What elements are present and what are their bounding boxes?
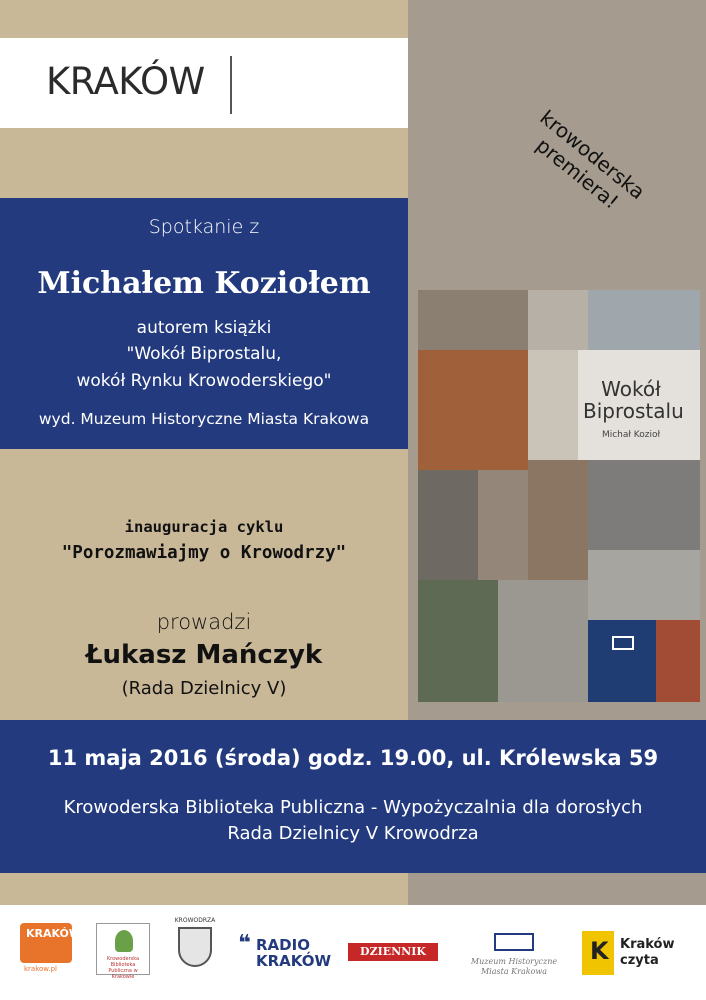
book-title-line1: "Wokół Biprostalu, <box>126 344 282 364</box>
event-datetime: 11 maja 2016 (środa) godz. 19.00, ul. Królewska 59 <box>47 746 659 770</box>
host-name: Łukasz Mańczyk <box>85 640 323 670</box>
cover-photo-tile <box>418 290 528 350</box>
event-panel <box>0 720 706 873</box>
cover-photo-tile <box>656 620 700 702</box>
host-organization: (Rada Dzielnicy V) <box>121 678 287 699</box>
krowodrza-crest-logo <box>172 917 218 977</box>
cover-photo-tile <box>528 290 588 350</box>
premiere-tag: krowoderska premiera! <box>531 105 650 214</box>
author-role: autorem książki <box>136 318 272 338</box>
venue-line1: Krowoderska Biblioteka Publiczna - Wypożyczalnia dla dorosłych <box>63 797 643 818</box>
k-letter-icon: K <box>582 931 614 975</box>
meeting-label: Spotkanie z <box>148 216 260 238</box>
cover-title: Wokół Biprostalu <box>583 377 684 423</box>
logo-divider <box>230 56 232 114</box>
book-title-line2: wokół Rynku Krowoderskiego" <box>76 371 332 391</box>
museum-icon <box>612 636 634 650</box>
cover-photo-tile <box>418 350 528 470</box>
tree-icon <box>115 930 133 952</box>
museum-building-icon <box>494 933 534 951</box>
cover-photo-tile <box>498 580 588 702</box>
cover-author: Michał Kozioł <box>601 430 661 440</box>
crest-icon <box>178 927 212 967</box>
krakow-czyta-logo <box>582 931 692 981</box>
publisher: wyd. Muzeum Historyczne Miasta Krakowa <box>38 410 370 428</box>
radio-krakow-logo <box>238 931 332 971</box>
book-cover-image <box>418 290 700 702</box>
cover-photo-tile <box>588 290 700 350</box>
museum-logo-text: Muzeum Historyczne Miasta Krakowa <box>470 957 558 976</box>
library-logo <box>96 923 150 980</box>
cover-photo-tile <box>528 460 588 580</box>
cover-photo-tile <box>418 470 478 580</box>
cover-photo-tile <box>588 550 700 620</box>
krowodrza-logo-text: KROWODRZA <box>174 917 216 924</box>
intro-panel <box>0 198 408 449</box>
sponsor-footer <box>0 905 706 1000</box>
museum-logo <box>458 933 570 977</box>
publisher-badge <box>592 628 654 680</box>
author-name: Michałem Koziołem <box>37 266 371 301</box>
cycle-title: "Porozmawiajmy o Krowodrzy" <box>61 543 347 563</box>
cycle-label: inauguracja cyklu <box>124 518 284 536</box>
krakow-pl-logo <box>20 923 82 973</box>
krakow-logo: KRAKÓW <box>46 60 205 103</box>
dziennik-polski-logo: DZIENNIK POLSKI <box>348 943 438 961</box>
krakow-pl-url: krakow.pl <box>24 965 58 973</box>
krakow-pl-logo-text: KRAKÓW <box>26 927 82 940</box>
venue-line2: Rada Dzielnicy V Krowodrza <box>227 823 479 844</box>
radio-krakow-logo-text: RADIO KRAKÓW <box>256 936 332 970</box>
cover-photo-tile <box>528 350 578 470</box>
cover-photo-tile <box>588 460 700 550</box>
library-logo-text: Krowoderska Biblioteka Publiczna w Krakowie <box>106 956 140 980</box>
host-label: prowadzi <box>156 610 252 634</box>
krakow-czyta-logo-text: Kraków czyta <box>620 937 675 968</box>
cover-photo-tile <box>418 580 498 702</box>
quote-icon: ❝ <box>238 931 251 956</box>
cover-photo-tile <box>478 470 528 580</box>
